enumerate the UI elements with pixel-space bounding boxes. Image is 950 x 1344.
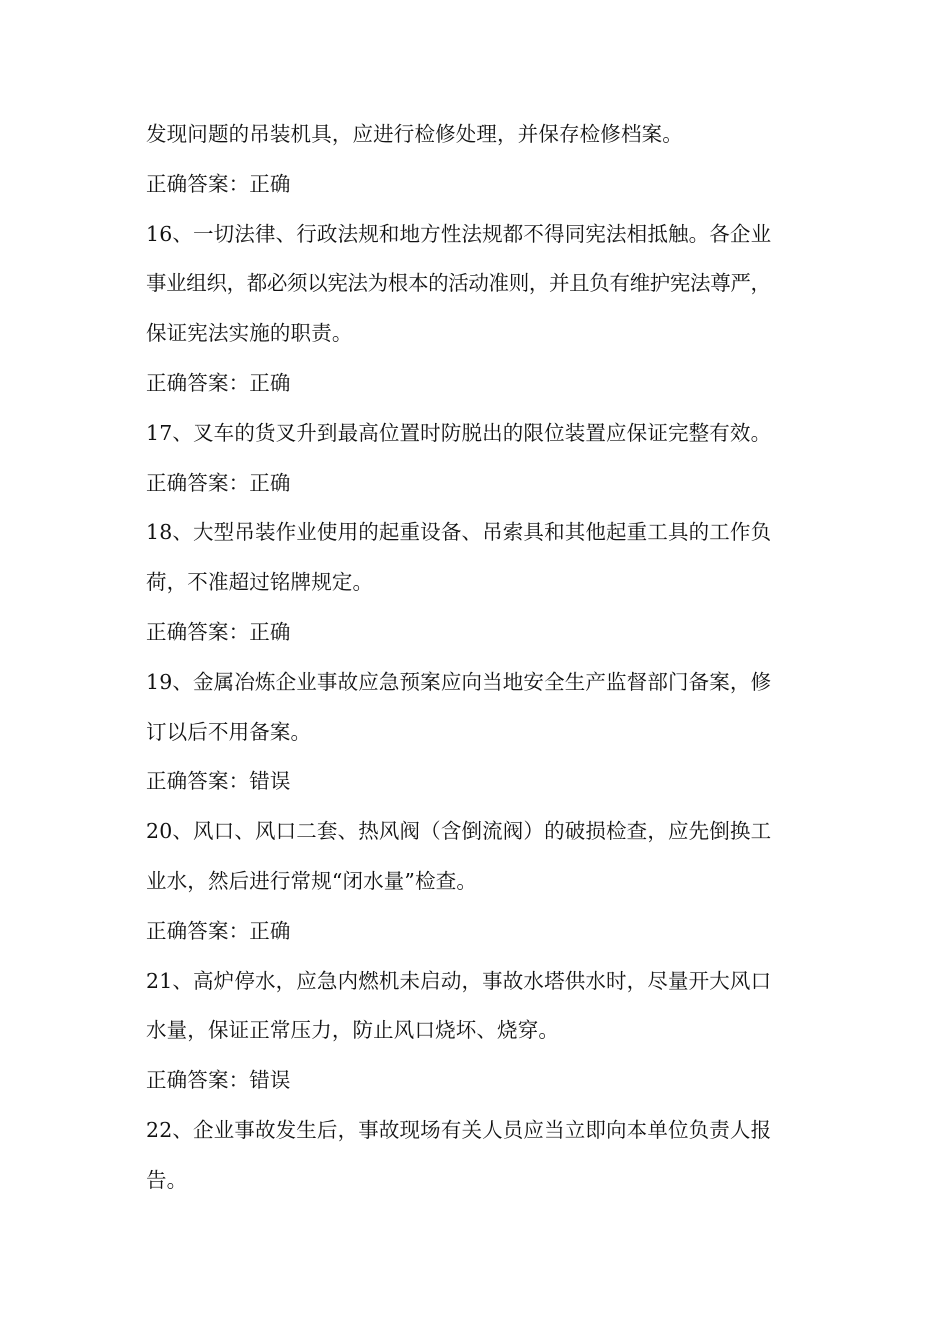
answer-line: 正确答案：正确 [146, 171, 291, 196]
question-text-line: 水量，保证正常压力，防止风口烧坏、烧穿。 [146, 1018, 559, 1043]
question-text-line: 22、企业事故发生后，事故现场有关人员应当立即向本单位负责人报 [146, 1117, 772, 1142]
answer-line: 正确答案：正确 [146, 918, 291, 943]
question-text-line: 16、一切法律、行政法规和地方性法规都不得同宪法相抵触。各企业 [146, 221, 772, 246]
question-text-line: 事业组织，都必须以宪法为根本的活动准则，并且负有维护宪法尊严， [146, 271, 771, 296]
document-body [146, 110, 810, 1206]
question-text-line: 20、风口、风口二套、热风阀（含倒流阀）的破损检查，应先倒换工 [146, 819, 772, 844]
question-text-line: 发现问题的吊装机具，应进行检修处理，并保存检修档案。 [146, 122, 683, 146]
question-text-line: 19、金属冶炼企业事故应急预案应向当地安全生产监督部门备案，修 [146, 669, 772, 694]
answer-line: 正确答案：正确 [146, 619, 291, 644]
question-text-line: 荷，不准超过铭牌规定。 [146, 570, 374, 595]
answer-line: 正确答案：正确 [146, 470, 291, 495]
question-text-line: 业水，然后进行常规“闭水量”检查。 [146, 868, 478, 893]
question-text-line: 保证宪法实施的职责。 [146, 321, 353, 346]
answer-line: 正确答案：错误 [146, 1068, 291, 1093]
question-text-line: 21、高炉停水，应急内燃机未启动，事故水塔供水时，尽量开大风口 [146, 968, 772, 993]
question-text-line: 告。 [146, 1167, 188, 1192]
question-text-line: 订以后不用备案。 [146, 719, 312, 744]
answer-line: 正确答案：错误 [146, 769, 291, 794]
question-text-line: 18、大型吊装作业使用的起重设备、吊索具和其他起重工具的工作负 [146, 520, 772, 545]
answer-line: 正确答案：正确 [146, 370, 291, 395]
question-text-line: 17、叉车的货叉升到最高位置时防脱出的限位装置应保证完整有效。 [146, 420, 772, 445]
